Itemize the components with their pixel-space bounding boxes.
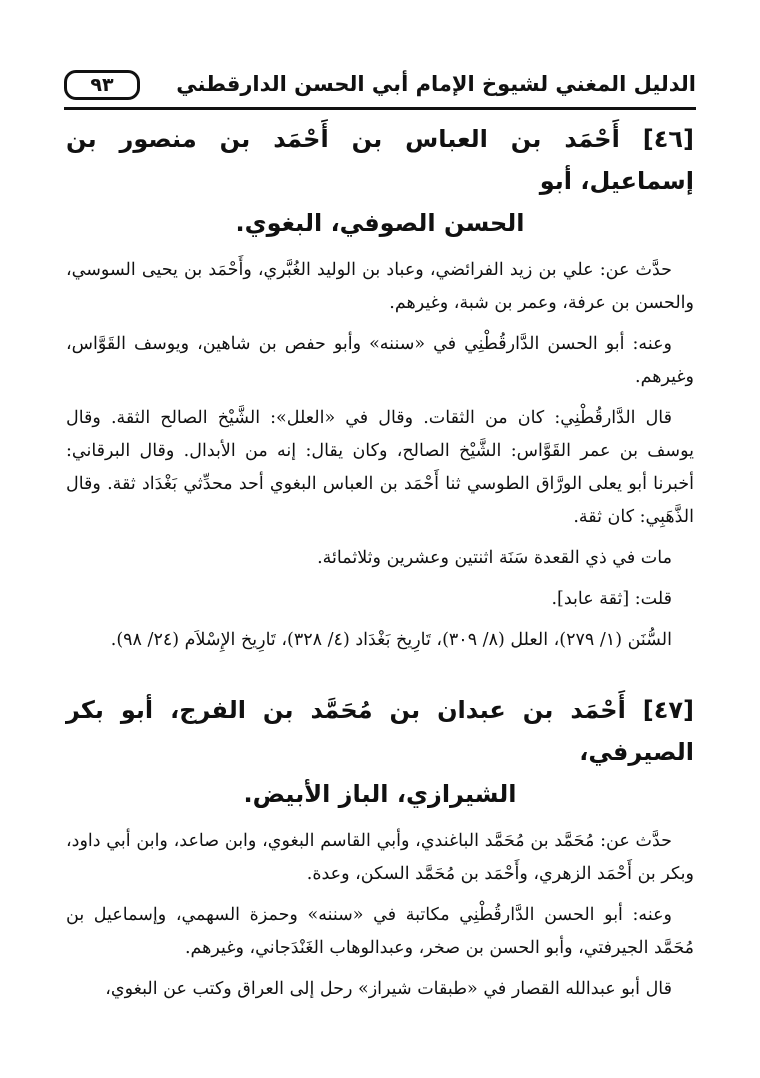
verdict-paragraph: قلت: [ثقة عابد].	[551, 589, 672, 609]
page-header	[64, 70, 696, 106]
page-content	[66, 118, 694, 1014]
entry-heading-line1: [٤٦] أَحْمَد بن العباس بن أَحْمَد بن منصور بن إسماعيل، أبو	[66, 125, 694, 195]
death-paragraph: مات في ذي القعدة سَنَة اثنتين وعشرين وثلاثمائة.	[317, 548, 672, 568]
narrated-by-paragraph: وعنه: أبو الحسن الدَّارقُطْنِي مكاتبة في «سننه» وحمزة السهمي، وإسماعيل بن مُحَمَّد الجيرفتي، وأبو الحسن بن صخر، وعبدالوهاب الغَنْدَجاني، وغيرهم.	[66, 905, 694, 958]
header-rule	[64, 107, 696, 110]
sources-paragraph: السُّنَن (١/ ٢٧٩)، العلل (٨/ ٣٠٩)، تَارِيخ بَغْدَاد (٤/ ٣٢٨)، تَارِيخ الإِسْلاَم (٢٤/ ٩٨).	[110, 630, 672, 650]
narrated-by-paragraph: وعنه: أبو الحسن الدَّارقُطْنِي في «سننه» وأبو حفص بن شاهين، ويوسف القَوَّاس، وغيرهم.	[66, 334, 694, 387]
assessment-paragraph: قال الدَّارقُطْنِي: كان من الثقات. وقال في «العلل»: الشَّيْخ الصالح الثقة. وقال يوسف بن عمر القَوَّاس: الشَّيْخ الصالح، وكان يقال: إنه من الأبدال. وقال البرقاني: أخبرنا أبو يعلى الورَّاق الطوسي ثنا أَحْمَد بن العباس البغوي أحد محدِّثي بَغْدَاد ثقة. وقال الذَّهَبِي: كان ثقة.	[66, 408, 694, 527]
entry-47	[66, 689, 694, 1006]
entry-heading-line2: الشيرازي، الباز الأبيض.	[243, 780, 517, 808]
entry-heading	[66, 118, 694, 244]
entry-heading-line1: [٤٧] أَحْمَد بن عبدان بن مُحَمَّد بن الفرج، أبو بكر الصيرفي،	[66, 696, 694, 766]
narrated-from-paragraph: حدَّث عن: مُحَمَّد بن مُحَمَّد الباغندي، وأبي القاسم البغوي، وابن صاعد، وابن أبي داود، وبكر بن أَحْمَد الزهري، وأَحْمَد بن مُحَمَّد السكن، وعدة.	[66, 831, 694, 884]
running-title: الدليل المغني لشيوخ الإمام أبي الحسن الدارقطني	[176, 72, 696, 96]
assessment-paragraph: قال أبو عبدالله القصار في «طبقات شيراز» رحل إلى العراق وكتب عن البغوي،	[105, 979, 672, 999]
narrated-from-paragraph: حدَّث عن: علي بن زيد الفرائضي، وعباد بن الوليد الغُبَّري، وأَحْمَد بن يحيى السوسي، والحسن بن عرفة، وعمر بن شبة، وغيرهم.	[66, 260, 694, 313]
entry-heading	[66, 689, 694, 815]
page-number: ٩٣	[64, 70, 140, 100]
entry-heading-line2: الحسن الصوفي، البغوي.	[235, 209, 525, 237]
entry-spacer	[66, 665, 694, 689]
entry-46	[66, 118, 694, 657]
